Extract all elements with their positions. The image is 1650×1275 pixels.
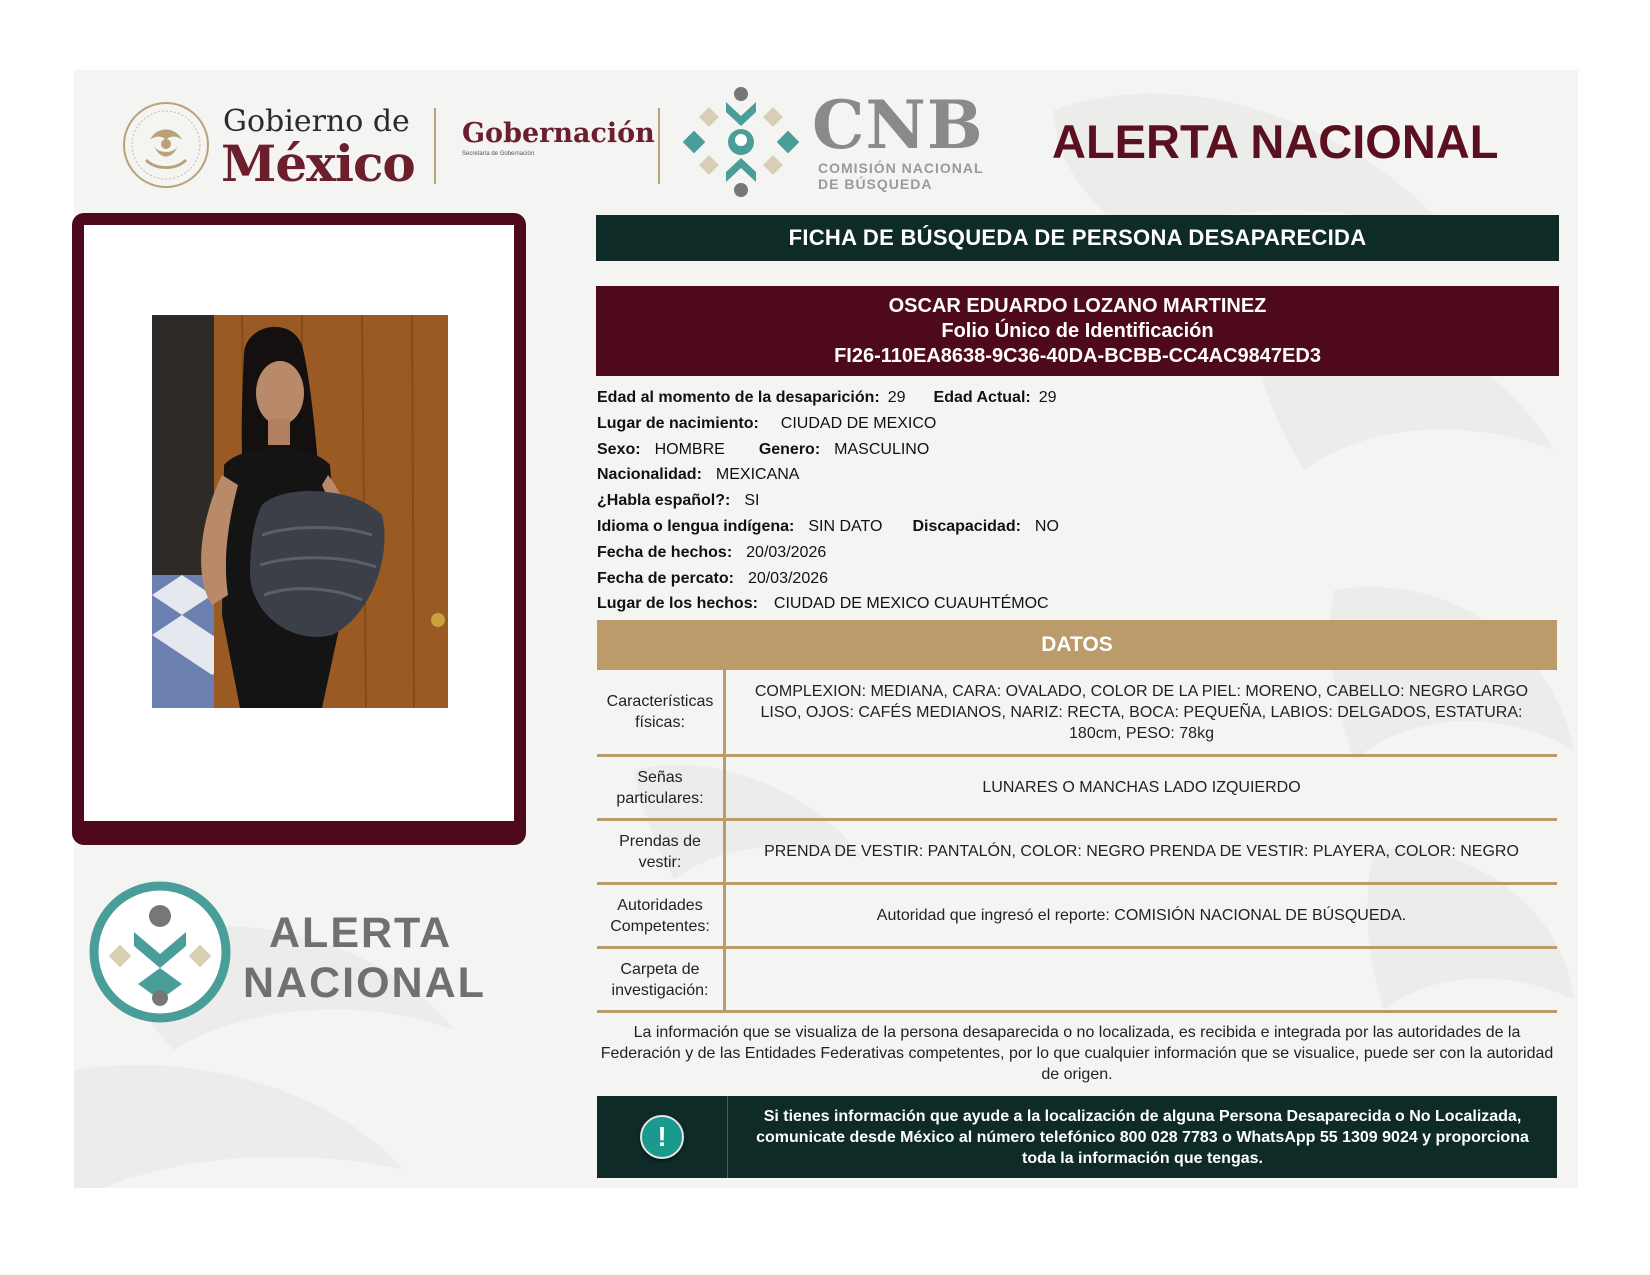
cnb-subtitle-line1: COMISIÓN NACIONAL: [818, 160, 984, 176]
table-row: [597, 885, 1557, 949]
contact-bar: [597, 1096, 1557, 1178]
person-name: OSCAR EDUARDO LOZANO MARTINEZ: [888, 295, 1267, 317]
row-value: PRENDA DE VESTIR: PANTALÓN, COLOR: NEGRO PRENDA DE VESTIR: PLAYERA, COLOR: NEGRO: [764, 843, 1519, 860]
table-row: [597, 821, 1557, 885]
info-row-sexo: [597, 437, 1557, 463]
lugar-hechos-value: CIUDAD DE MEXICO CUAUHTÉMOC: [773, 595, 1049, 613]
lugar-nacimiento-value: CIUDAD DE MEXICO: [780, 414, 937, 432]
edad-desaparicion-value: 29: [887, 389, 906, 406]
cnb-subtitle: [818, 160, 984, 192]
alerta-logo-line2: NACIONAL: [243, 959, 486, 1007]
mexico-seal-icon: [120, 100, 212, 190]
datos-title-bar: [597, 620, 1557, 670]
row-label: Características físicas:: [597, 670, 726, 754]
info-row-idioma: [597, 514, 1557, 540]
alerta-nacional-title: ALERTA NACIONAL: [1052, 115, 1499, 168]
disclaimer-text: La información que se visualiza de la persona desaparecida o no localizada, es recibida e integrada por las autoridades de la Federación y de las Entidades Federativas competentes, por lo que cualquier información que se visualice, puede ser con la autoridad de origen.: [600, 1024, 1554, 1083]
fecha-hechos-value: 20/03/2026: [746, 543, 827, 561]
ficha-title: FICHA DE BÚSQUEDA DE PERSONA DESAPARECIDA: [788, 225, 1367, 250]
nacionalidad-label: Nacionalidad:: [597, 466, 702, 484]
lugar-nacimiento-label: Lugar de nacimiento:: [597, 414, 759, 432]
idioma-label: Idioma o lengua indígena:: [597, 517, 795, 535]
lugar-hechos-label: Lugar de los hechos:: [597, 595, 758, 613]
gobernacion-subtitle: Secretaría de Gobernación: [462, 151, 535, 157]
row-value: COMPLEXION: MEDIANA, CARA: OVALADO, COLOR DE LA PIEL: MORENO, CABELLO: NEGRO LARGO LISO, OJOS: CAFÉS MEDIANOS, NARIZ: RECTA, BOCA: PEQUEÑA, LABIOS: DELGADOS, ESTATURA: 180cm, PESO: 78kg: [754, 682, 1529, 742]
table-row: [597, 670, 1557, 757]
sexo-label: Sexo:: [597, 440, 641, 458]
alerta-nacional-emblem-icon: [88, 880, 232, 1024]
datos-title: DATOS: [1041, 633, 1113, 656]
datos-table: [597, 670, 1557, 1013]
genero-label: Genero:: [758, 440, 821, 458]
sexo-value: HOMBRE: [654, 440, 725, 458]
info-row-lugar-hechos: [597, 591, 1557, 617]
info-row-nacionalidad: [597, 462, 1557, 488]
person-name-box: [596, 286, 1559, 376]
person-info: [597, 385, 1557, 617]
exclamation-icon: !: [640, 1115, 684, 1159]
edad-actual-value: 29: [1038, 389, 1057, 406]
row-value: LUNARES O MANCHAS LADO IZQUIERDO: [982, 779, 1301, 796]
fecha-hechos-label: Fecha de hechos:: [597, 543, 733, 561]
header-divider: [434, 108, 436, 184]
person-photo: [152, 315, 448, 708]
table-row: [597, 757, 1557, 821]
folio-label: Folio Único de Identificación: [941, 320, 1214, 342]
gobernacion-title: Gobernación: [462, 118, 655, 149]
habla-value: SI: [744, 492, 760, 510]
info-row-fecha-percato: [597, 566, 1557, 592]
gobierno-line1: Gobierno de: [223, 104, 410, 139]
discapacidad-value: NO: [1034, 517, 1059, 535]
genero-value: MASCULINO: [834, 440, 930, 458]
fecha-percato-value: 20/03/2026: [747, 569, 829, 587]
table-row: [597, 949, 1557, 1013]
row-value: Autoridad que ingresó el reporte: COMISIÓN NACIONAL DE BÚSQUEDA.: [876, 907, 1407, 924]
header-divider: [658, 108, 660, 184]
gobernacion-logo: [462, 118, 655, 157]
row-label: Señas particulares:: [597, 757, 726, 818]
fecha-percato-label: Fecha de percato:: [597, 569, 734, 587]
cnb-title: CNB: [812, 86, 984, 164]
habla-label: ¿Habla español?:: [597, 492, 731, 510]
cnb-emblem-icon: [682, 84, 800, 200]
gobierno-line2: México: [221, 134, 415, 193]
info-row-edad: [597, 385, 1557, 411]
discapacidad-label: Discapacidad:: [912, 517, 1021, 535]
row-label: Prendas de vestir:: [597, 821, 726, 882]
row-value: [726, 949, 1557, 1010]
gobierno-mexico-logo: [120, 100, 420, 193]
info-row-fecha-hechos: [597, 540, 1557, 566]
idioma-value: SIN DATO: [808, 517, 883, 535]
alerta-logo-line1: ALERTA: [269, 909, 453, 957]
info-row-nacimiento: [597, 411, 1557, 437]
edad-desaparicion-label: Edad al momento de la desaparición:: [597, 389, 880, 406]
contact-text: Si tienes información que ayude a la localización de alguna Persona Desaparecida o No Localizada, comunicate desde México al número telefónico 800 028 7783 o WhatsApp 55 1309 9024 y proporciona toda la información que tengas.: [756, 1107, 1529, 1167]
row-label: Carpeta de investigación:: [597, 949, 726, 1010]
edad-actual-label: Edad Actual:: [933, 389, 1031, 406]
folio-value: FI26-110EA8638-9C36-40DA-BCBB-CC4AC9847ED3: [834, 345, 1321, 367]
nacionalidad-value: MEXICANA: [715, 466, 800, 484]
ficha-title-bar: [596, 215, 1559, 261]
info-row-habla: [597, 488, 1557, 514]
row-label: Autoridades Competentes:: [597, 885, 726, 946]
alerta-nacional-logo-text: [243, 908, 486, 1008]
cnb-subtitle-line2: DE BÚSQUEDA: [818, 176, 933, 192]
